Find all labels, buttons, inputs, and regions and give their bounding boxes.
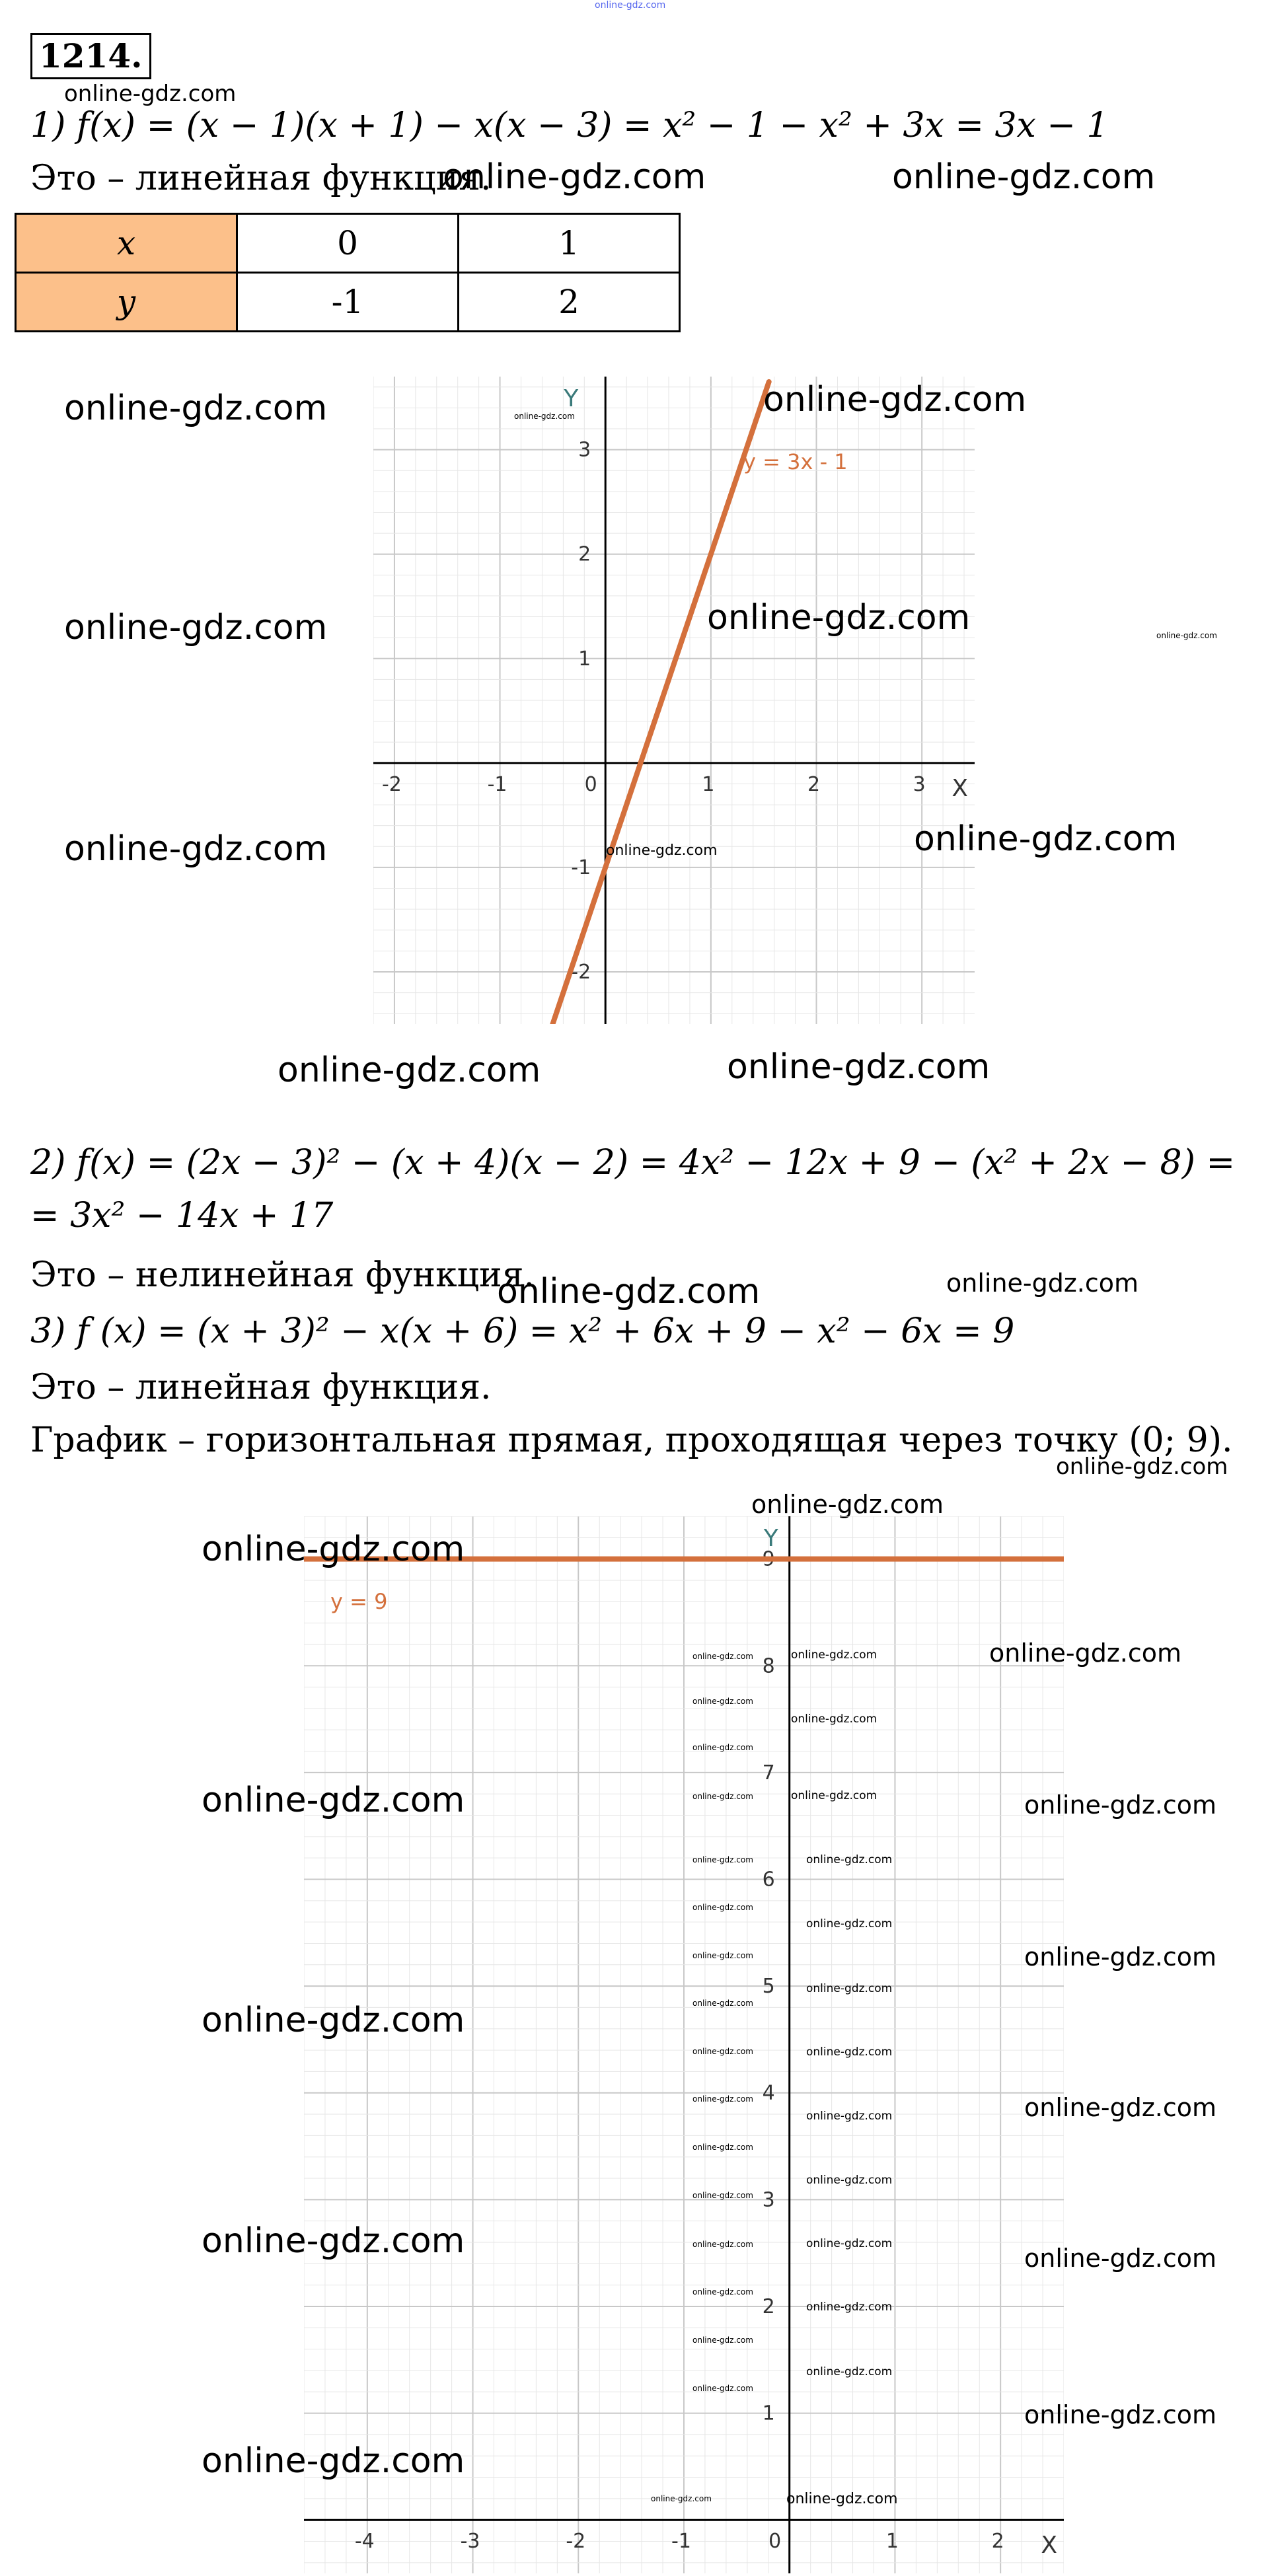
watermark: online-gdz.com: [692, 2240, 753, 2249]
watermark: online-gdz.com: [727, 1047, 990, 1087]
table-header-cell: y: [16, 273, 237, 332]
part2-note: Это – нелинейная функция.: [30, 1255, 535, 1295]
watermark: online-gdz.com: [692, 2094, 753, 2104]
watermark: online-gdz.com: [1056, 1454, 1228, 1480]
y-tick-label: 3: [762, 2188, 775, 2212]
watermark: online-gdz.com: [692, 2287, 753, 2297]
watermark: online-gdz.com: [514, 412, 575, 421]
x-tick-label: 2: [807, 772, 821, 796]
x-axis-label: X: [1041, 2532, 1057, 2559]
watermark: online-gdz.com: [64, 608, 328, 647]
chart-linear-3x-1: [373, 377, 975, 1024]
watermark: online-gdz.com: [806, 1982, 893, 1995]
x-tick-label: -4: [354, 2530, 375, 2554]
table-row: [16, 273, 680, 332]
watermark: online-gdz.com: [497, 1272, 761, 1311]
y-tick-label: 5: [762, 1975, 775, 1999]
y-tick-label: -1: [571, 856, 591, 879]
y-axis-label: Y: [763, 1525, 778, 1552]
table-cell: 0: [237, 214, 459, 273]
watermark: online-gdz.com: [692, 2384, 753, 2393]
watermark: online-gdz.com: [806, 2110, 893, 2123]
watermark: online-gdz.com: [1024, 2400, 1217, 2429]
x-axis-label: X: [952, 774, 968, 802]
y-tick-label: 7: [762, 1761, 775, 1785]
x-tick-label: 1: [885, 2530, 899, 2554]
watermark: online-gdz.com: [606, 842, 718, 859]
watermark: online-gdz.com: [64, 81, 237, 107]
watermark: online-gdz.com: [202, 2001, 465, 2040]
x-tick-label: -2: [566, 2530, 586, 2554]
watermark: online-gdz.com: [202, 2221, 465, 2261]
watermark: online-gdz.com: [64, 829, 328, 869]
watermark: online-gdz.com: [751, 1490, 944, 1519]
watermark: online-gdz.com: [806, 2045, 893, 2059]
y-tick-label: 1: [762, 2402, 775, 2425]
table-cell: 2: [459, 273, 680, 332]
x-tick-label: -1: [671, 2530, 691, 2554]
y-axis-label: Y: [564, 385, 579, 412]
series-line: [552, 382, 768, 1024]
y-tick-label: 4: [762, 2081, 775, 2105]
part3-note: Это – линейная функция.: [30, 1368, 492, 1407]
x-tick-label: 1: [702, 772, 715, 796]
y-tick-label: 8: [762, 1654, 775, 1678]
y-tick-label: -2: [571, 960, 591, 984]
table-cell: 1: [459, 214, 680, 273]
x-tick-label: -1: [487, 772, 507, 796]
watermark: online-gdz.com: [806, 2365, 893, 2378]
watermark: online-gdz.com: [806, 2237, 893, 2250]
watermark: online-gdz.com: [1024, 2093, 1217, 2122]
part3-formula: 3) f (x) = (x + 3)² − x(x + 6) = x² + 6x + 9 − x² − 6x = 9: [30, 1311, 1015, 1351]
watermark: online-gdz.com: [763, 380, 1027, 420]
series-label: y = 9: [330, 1589, 388, 1614]
y-tick-label: 1: [578, 647, 591, 671]
y-tick-label: 6: [762, 1868, 775, 1892]
problem-number: 1214.: [30, 33, 151, 79]
watermark: online-gdz.com: [692, 2047, 753, 2056]
table-cell: -1: [237, 273, 459, 332]
values-table: [15, 213, 681, 332]
x-tick-label: 3: [913, 772, 926, 796]
y-tick-label: 3: [578, 438, 591, 462]
watermark: online-gdz.com: [806, 2300, 893, 2314]
watermark: online-gdz.com: [692, 1903, 753, 1912]
part1-note: Это – линейная функция.: [30, 159, 492, 198]
watermark: online-gdz.com: [278, 1050, 541, 1090]
y-tick-label: 2: [762, 2295, 775, 2318]
watermark: online-gdz.com: [892, 157, 1156, 197]
watermark: online-gdz.com: [786, 2491, 898, 2507]
watermark: online-gdz.com: [443, 157, 706, 197]
watermark: online-gdz.com: [806, 1917, 893, 1931]
x-tick-label: 2: [991, 2530, 1004, 2554]
watermark: online-gdz.com: [692, 1652, 753, 1661]
watermark: online-gdz.com: [692, 1792, 753, 1801]
part1-formula: 1) f(x) = (x − 1)(x + 1) − x(x − 3) = x² − 1 − x² + 3x = 3x − 1: [30, 106, 1109, 145]
watermark: online-gdz.com: [692, 2143, 753, 2152]
part2-formula-line1: 2) f(x) = (2x − 3)² − (x + 4)(x − 2) = 4x² − 12x + 9 − (x² + 2x − 8) =: [30, 1143, 1236, 1183]
x-tick-label: 0: [584, 772, 597, 796]
watermark: online-gdz.com: [692, 1999, 753, 2008]
watermark: online-gdz.com: [791, 1789, 878, 1802]
part2-formula-line2: = 3x² − 14x + 17: [30, 1196, 334, 1235]
watermark: online-gdz.com: [692, 1697, 753, 1706]
watermark: online-gdz.com: [64, 388, 328, 428]
watermark: online-gdz.com: [1024, 2244, 1217, 2273]
x-tick-label: -3: [460, 2530, 480, 2554]
watermark: online-gdz.com: [651, 2494, 712, 2503]
watermark: online-gdz.com: [692, 2336, 753, 2345]
watermark: online-gdz.com: [791, 1712, 878, 1726]
watermark: online-gdz.com: [692, 1855, 753, 1864]
top-watermark: online-gdz.com: [595, 0, 666, 11]
watermark: online-gdz.com: [989, 1638, 1182, 1668]
watermark: online-gdz.com: [202, 2441, 465, 2481]
watermark: online-gdz.com: [914, 819, 1177, 859]
watermark: online-gdz.com: [707, 598, 971, 638]
watermark: online-gdz.com: [1024, 1790, 1217, 1820]
y-tick-label: 9: [762, 1547, 775, 1571]
series-label: y = 3x - 1: [743, 449, 848, 474]
x-tick-label: 0: [768, 2530, 782, 2554]
part3-graph-note: График – горизонтальная прямая, проходящая через точку (0; 9).: [30, 1420, 1233, 1460]
watermark: online-gdz.com: [1156, 631, 1217, 640]
chart-horizontal-y9: [304, 1516, 1064, 2573]
watermark: online-gdz.com: [806, 2174, 893, 2187]
x-tick-label: -2: [381, 772, 402, 796]
watermark: online-gdz.com: [202, 1781, 465, 1820]
watermark: online-gdz.com: [692, 1743, 753, 1752]
watermark: online-gdz.com: [806, 1853, 893, 1866]
watermark: online-gdz.com: [692, 1951, 753, 1960]
watermark: online-gdz.com: [1024, 1942, 1217, 1971]
watermark: online-gdz.com: [692, 2191, 753, 2200]
watermark: online-gdz.com: [791, 1648, 878, 1662]
table-row: [16, 214, 680, 273]
y-tick-label: 2: [578, 542, 591, 566]
watermark: online-gdz.com: [946, 1269, 1139, 1298]
table-header-cell: x: [16, 214, 237, 273]
watermark: online-gdz.com: [202, 1529, 465, 1569]
